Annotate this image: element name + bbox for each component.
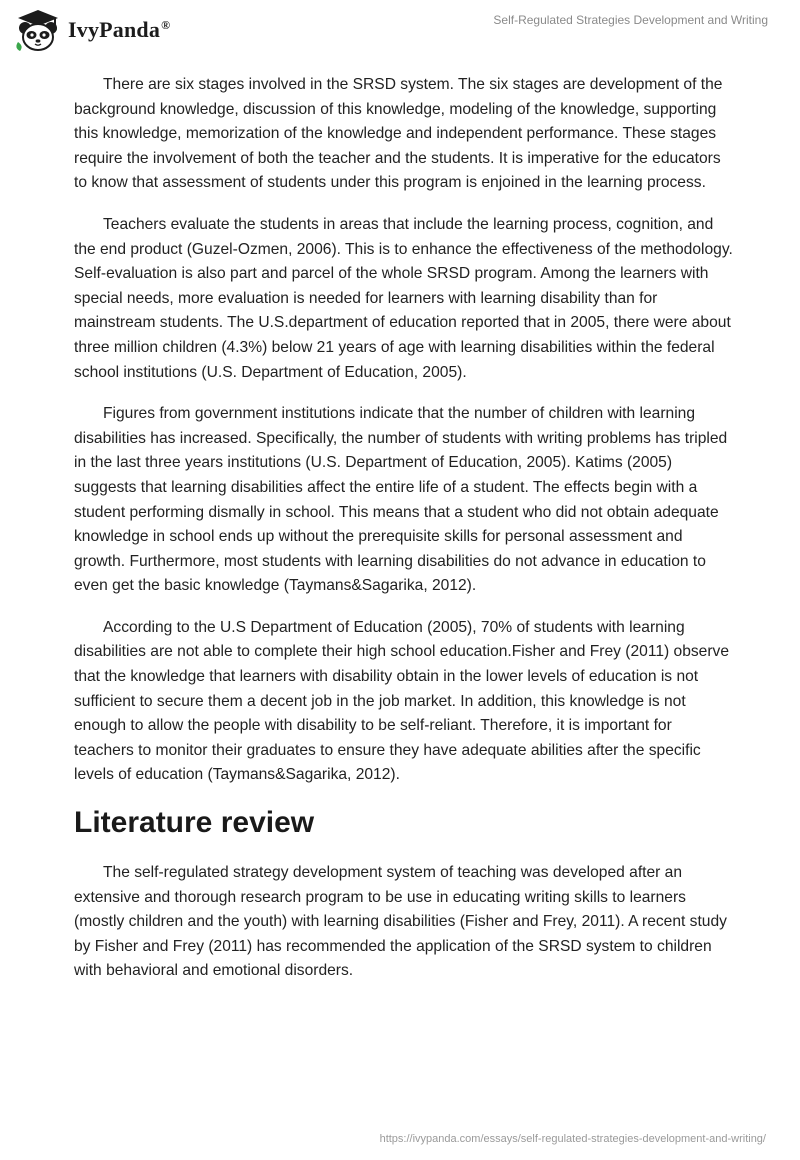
registered-mark: ® bbox=[161, 17, 171, 32]
document-title: Self-Regulated Strategies Development and Writing bbox=[493, 13, 768, 27]
ivypanda-logo[interactable] bbox=[14, 8, 170, 52]
panda-icon bbox=[14, 8, 62, 52]
logo-text: IvyPanda® bbox=[68, 17, 171, 42]
paragraph: There are six stages involved in the SRSD system. The six stages are development of the background knowledge, discussion of this knowledge, modeling of the knowledge, supporting this knowledge, memorization of the knowledge and independent performance. These stages require the involvement of both the teacher and the students. It is imperative for the educators to know that assessment of students under this program is enjoined in the learning process. bbox=[74, 76, 723, 192]
section-heading: Literature review bbox=[74, 806, 315, 840]
article-body bbox=[74, 73, 734, 1001]
paragraph: The self-regulated strategy development system of teaching was developed after an extensive and thorough research program to be use in educating writing skills to learners (mostly children and the youth) with learning disabilities (Fisher and Frey, 2011). A recent study by Fisher and Frey (2011) has recommended the application of the SRSD system to children with behavioral and emotional disorders. bbox=[74, 864, 727, 980]
paragraph: According to the U.S Department of Education (2005), 70% of students with learning disabilities are not able to complete their high school education.Fisher and Frey (2011) observe that the knowledge that learners with disability obtain in the lower levels of education is not sufficient to secure them a decent job in the job market. In addition, this knowledge is not enough to allow the people with disability to be self-reliant. Therefore, it is important for teachers to monitor their graduates to ensure they have adequate abilities after the specific levels of education (Taymans&Sagarika, 2012). bbox=[74, 618, 730, 784]
paragraph: Teachers evaluate the students in areas that include the learning process, cognition, and the end product (Guzel-Ozmen, 2006). This is to enhance the effectiveness of the methodology. Self-evaluation is also part and parcel of the whole SRSD program. Among the learners with special needs, more evaluation is needed for learners with learning disability than for mainstream students. The U.S.department of education reported that in 2005, there were about three million children (4.3%) below 21 years of age with learning disabilities within the federal school institutions (U.S. Department of Education, 2005). bbox=[74, 215, 733, 381]
paragraph: Figures from government institutions indicate that the number of children with learning disabilities has increased. Specifically, the number of students with writing problems has tripled in the last three years institutions (U.S. Department of Education, 2005). Katims (2005) suggests that learning disabilities affect the entire life of a student. The effects begin with a student performing dismally in school. This means that a student who did not obtain adequate knowledge in school ends up without the prerequisite skills for personal assessment and growth. Furthermore, most students with learning disabilities do not advance in education to even get the basic knowledge (Taymans&Sagarika, 2012). bbox=[74, 405, 728, 595]
source-url[interactable]: https://ivypanda.com/essays/self-regulated-strategies-development-and-writing/ bbox=[379, 1133, 766, 1145]
page-header bbox=[0, 0, 800, 60]
